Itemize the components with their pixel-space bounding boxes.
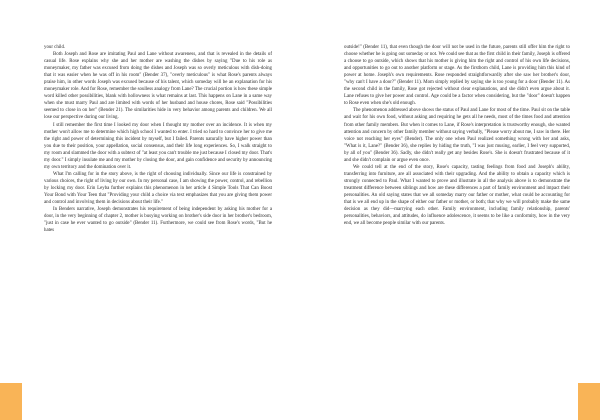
paragraph: outside!" (Bender 11), that even though the door will not be used in the future, parents still offer him the right to choose whether he is going out someday or not. We could see that as the first child in their family, Joseph is offered a choose to go outside, which shows that his mother is giving him the right and control of his own life decisions, and opportunities to go out to another platform or stage. As the firstborn child, Lane is providing him this kind of power at home. Joseph's own requirements. Rose responded straightforwardly after she saw her brother's door, "why can't I have a door?" (Bender 11). Mom simply replied by saying she is too young for a door (Bender 11). As the second child in the family, Rose got rejected without clear explanations, and she didn't even argue about it. Lane refuses to give her power and control. Age could be a factor when considering, but the "door" doesn't happen to Rose even when she's old enough. bbox=[344, 45, 570, 107]
paragraph: your child. bbox=[44, 45, 66, 50]
right-page bbox=[300, 0, 600, 420]
paragraph: Both Joseph and Rose are imitating Paul and Lane without awareness, and that is revealed in the details of casual life. Rose explains why she and her mother are washing the dishes by saying "Due to his role as moneymaker, my father was excused from doing the dishes and Joseph was so overly meticulous with dish-doing that it was easier when he was off in his room" (Bender 37), "overly meticulous" is what Rose's parents always praise him, in other words Joseph was excused because of his talent, which someday will be an explanation for his moneymaker role. And for Rose, remember the soulless analogy from Lane? The crucial portion is how these simple word killed other possibilities, blank with hollowness is what remains at last. This happens on Lane in a same way when she must marry Paul and are limited with words of her husband and house chores, Rose said "Possibilities seemed to close in on her" (Bender 21). The similarities hide in very behavior among parents and children. We all lose our perspective during our living. bbox=[44, 52, 272, 121]
right-text-column bbox=[344, 44, 570, 227]
right-corner-tab bbox=[578, 383, 600, 420]
paragraph: In Benders narrative, Joseph demonstrates his requirement of being independent by asking his mother for a door, in the very beginning of chapter 2, mother is busying working on brother's side door in her brother's bedroom, "just in case he ever wanted to go outside" (Bender 11). Furthermore, we could see from Rose's words, "But he hates bbox=[44, 207, 272, 234]
paragraph: What I'm calling for in the story above, is the right of choosing individually. Since our life is constrained by various choices, the right of living by our own. In my personal case, I am showing the power, control, and rebellion by locking my door. Erin Leyba further explains this phenomenon in her article 4 Simple Tools That Can Boost Your Bond with Your Teen that "Providing your child a choice via text emphasizes that you are giving them power and control and involving them in decisions about their life." bbox=[44, 171, 272, 206]
left-corner-tab bbox=[0, 383, 22, 420]
paragraph: I still remember the first time I looked my door when I thought my mother over an incidence. It is when my mother won't allow me to determine which high school I wanted to enter. I tried so hard to convince her to give me the right and power of determining this incident by myself, but I failed. Parents naturally have higher power than you due to their position, your appellation, social consensus, and their life long experiences. So, I walk straight to my room and slammed the door with a subtext of "at least you can't trouble me just because I closed my door. That's my door." I simply insulate me and my mother by closing the door, and gain confidence and security by announcing my own territory and the domination over it. bbox=[44, 122, 272, 170]
paragraph: The phenomenon addressed above shows the status of Paul and Lane for most of the time. Paul sit on the table and wait for his own food, without asking and requiring he gets all he needs, most of the times food and attention from other family members. But when it comes to Lane, if Rose's interpretation is trustworthy enough, she wanted attention and concern by other family member without saying verbally, "Please worry about me, I saw in there. Her voice not reaching her eyes" (Bender). The only one when Paul realized something wrong with her and asks, "What is it, Lane?" (Bender 36), she replies by hiding the truth, "I was just musing, earlier, I feel very supported, by all of you" (Bender 36). Sadly, she didn't really get any besides Rose's. She is doesn't frustrated because of it and she didn't complain or argue even once. bbox=[344, 108, 570, 163]
left-text-column bbox=[44, 44, 272, 234]
paragraph: We could tell at the end of the story, Rose's capacity, tasting feelings from food and Joseph's ability, transferring into furniture, are all associated with their upgrading. And the ability to obtain a capacity which is strongly connected to Paul. What I wanted to prove and illustrate in all the analysis above is to demonstrate the treatment difference between siblings and how are these differences a part of family environment and impact their personalities. An old saying states that we all someday marry our father or mother, what could be accounting for that is we all end up in the shape of either our father or mother, or both; that why we will probably make the same decision as they did—marrying each other. Family environment, including family relationship, parents' personalities, behaviors, and attitudes, do influence adolescence, it seems to be like a conformity, how in the very end, we all become people similar with our parents. bbox=[344, 164, 570, 227]
